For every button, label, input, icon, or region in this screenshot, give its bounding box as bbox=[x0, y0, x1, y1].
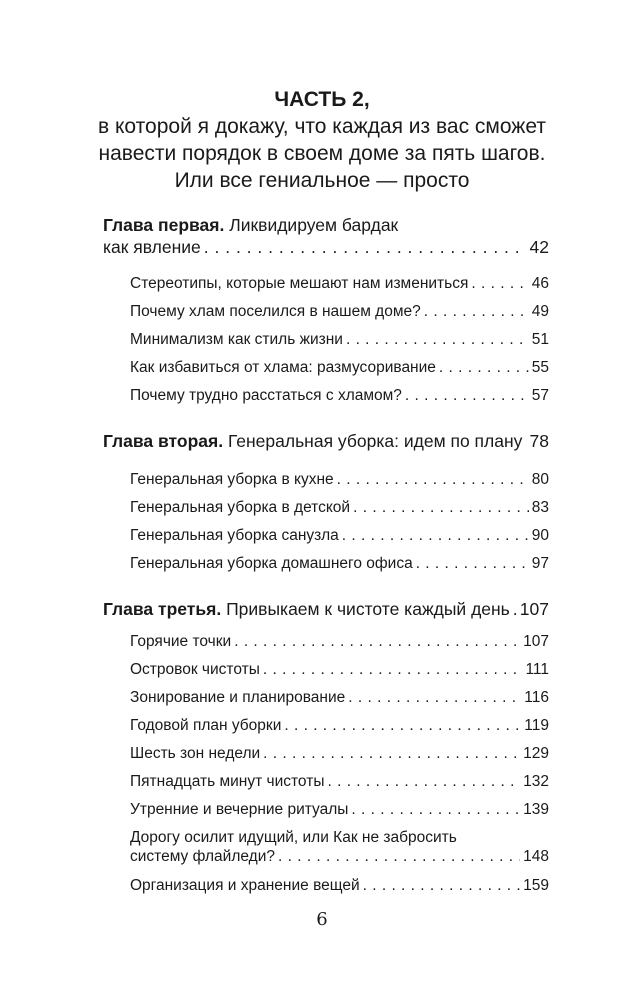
dot-leader bbox=[337, 470, 529, 489]
toc-entry-title: Генеральная уборка домашнего офиса bbox=[130, 555, 413, 572]
toc-entry-page: 116 bbox=[524, 689, 549, 706]
toc-entry-page: 80 bbox=[531, 471, 549, 488]
toc-entry-title: Генеральная уборка в детской bbox=[130, 499, 351, 516]
toc-entry-page: 139 bbox=[523, 801, 549, 818]
chapter-2-entry[interactable] bbox=[103, 430, 549, 452]
chapter-1-entry[interactable] bbox=[103, 236, 549, 258]
toc-entry[interactable] bbox=[130, 876, 549, 895]
chapter-1-title-line-2: как явление bbox=[103, 237, 201, 257]
toc-entry[interactable] bbox=[130, 800, 549, 819]
dot-leader bbox=[351, 800, 520, 819]
toc-entry-title: Зонирование и планирование bbox=[130, 689, 346, 706]
toc-entry-page: 132 bbox=[523, 773, 549, 790]
toc-entry[interactable] bbox=[130, 386, 549, 405]
toc-entry[interactable] bbox=[130, 330, 549, 349]
toc-entry-title: Шесть зон недели bbox=[130, 745, 261, 762]
toc-entry-title: Стереотипы, которые мешают нам измениться bbox=[130, 275, 469, 292]
toc-entry[interactable] bbox=[130, 632, 549, 651]
dot-leader bbox=[353, 498, 529, 517]
toc-entry-title: Минимализм как стиль жизни bbox=[130, 331, 343, 348]
chapter-3-entry[interactable] bbox=[103, 598, 549, 620]
dot-leader bbox=[348, 688, 521, 707]
toc-entry-title: Генеральная уборка в кухне bbox=[130, 471, 334, 488]
toc-entry-page: 46 bbox=[531, 275, 549, 292]
dot-leader bbox=[284, 716, 521, 735]
dot-leader bbox=[513, 598, 517, 620]
dot-leader bbox=[234, 632, 520, 651]
dot-leader bbox=[363, 876, 521, 895]
toc-entry-page: 119 bbox=[524, 717, 549, 734]
toc-entry[interactable] bbox=[130, 744, 549, 763]
toc-entry[interactable] bbox=[130, 470, 549, 489]
part-subtitle-line-1: в которой я докажу, что каждая из вас сможет bbox=[98, 115, 546, 138]
chapter-1-heading[interactable] bbox=[103, 214, 398, 236]
dot-leader bbox=[263, 660, 523, 679]
toc-entry[interactable] bbox=[130, 688, 549, 707]
toc-entry-title: Почему трудно расстаться с хламом? bbox=[130, 387, 402, 404]
chapter-1-label: Глава первая. bbox=[103, 215, 225, 235]
toc-entry[interactable] bbox=[130, 498, 549, 517]
toc-entry-title: Генеральная уборка санузла bbox=[130, 527, 339, 544]
page-number: 6 bbox=[316, 909, 328, 930]
toc-entry-title: Пятнадцать минут чистоты bbox=[130, 773, 325, 790]
dot-leader bbox=[439, 358, 529, 377]
chapter-1-title-line-1: Ликвидируем бардак bbox=[229, 215, 399, 235]
toc-entry[interactable] bbox=[130, 274, 549, 293]
toc-entry-title-line-2: систему флайледи? bbox=[130, 848, 275, 865]
toc-entry[interactable] bbox=[130, 302, 549, 321]
dot-leader bbox=[342, 526, 529, 545]
chapter-3-label: Глава третья. bbox=[103, 599, 222, 619]
chapter-2-label: Глава вторая. bbox=[103, 431, 224, 451]
toc-entry-page: 55 bbox=[531, 359, 549, 376]
toc-entry-page: 51 bbox=[531, 331, 549, 348]
toc-entry-page: 159 bbox=[523, 877, 549, 894]
dot-leader bbox=[204, 236, 527, 258]
dot-leader bbox=[525, 430, 526, 452]
toc-entry-title: Утренние и вечерние ритуалы bbox=[130, 801, 349, 818]
toc-entry-title: Годовой план уборки bbox=[130, 717, 282, 734]
toc-entry-page: 97 bbox=[531, 555, 549, 572]
dot-leader bbox=[405, 386, 529, 405]
part-header bbox=[0, 86, 644, 194]
part-subtitle-line-3: Или все гениальное — просто bbox=[174, 169, 470, 192]
toc-entry[interactable] bbox=[130, 554, 549, 573]
dot-leader bbox=[424, 302, 529, 321]
part-subtitle-line-2: навести порядок в своем доме за пять шагов. bbox=[98, 142, 546, 165]
toc-entry[interactable] bbox=[130, 358, 549, 377]
toc-entry-page: 90 bbox=[531, 527, 549, 544]
toc-entry-page: 129 bbox=[523, 745, 549, 762]
toc-entry-page: 111 bbox=[525, 661, 549, 678]
chapter-3-page: 107 bbox=[519, 599, 549, 619]
toc-entry-page: 148 bbox=[523, 848, 549, 865]
chapter-2-title: Генеральная уборка: идем по плану bbox=[227, 431, 523, 451]
dot-leader bbox=[278, 847, 520, 866]
part-heading: ЧАСТЬ 2, bbox=[274, 88, 370, 111]
toc-entry-title: Организация и хранение вещей bbox=[130, 877, 360, 894]
dot-leader bbox=[346, 330, 529, 349]
toc-entry-title: Островок чистоты bbox=[130, 661, 260, 678]
toc-entry-title-line-1[interactable]: Дорогу осилит идущий, или Как не забросить bbox=[130, 829, 457, 846]
toc-entry-title: Как избавиться от хлама: размусоривание bbox=[130, 359, 436, 376]
toc-entry-title: Почему хлам поселился в нашем доме? bbox=[130, 303, 421, 320]
chapter-1-page: 42 bbox=[529, 237, 549, 257]
toc-entry[interactable] bbox=[130, 526, 549, 545]
dot-leader bbox=[416, 554, 529, 573]
toc-entry-page: 83 bbox=[531, 499, 549, 516]
dot-leader bbox=[471, 274, 528, 293]
chapter-3-title: Привыкаем к чистоте каждый день bbox=[226, 599, 510, 619]
dot-leader bbox=[327, 772, 520, 791]
toc-entry-page: 107 bbox=[523, 633, 549, 650]
toc-entry[interactable] bbox=[130, 772, 549, 791]
chapter-2-page: 78 bbox=[529, 431, 549, 451]
dot-leader bbox=[263, 744, 520, 763]
toc-entry[interactable] bbox=[130, 847, 549, 866]
toc-entry[interactable] bbox=[130, 716, 549, 735]
toc-entry[interactable] bbox=[130, 660, 549, 679]
toc-entry-page: 49 bbox=[531, 303, 549, 320]
toc-entry-title: Горячие точки bbox=[130, 633, 232, 650]
toc-entry-page: 57 bbox=[531, 387, 549, 404]
